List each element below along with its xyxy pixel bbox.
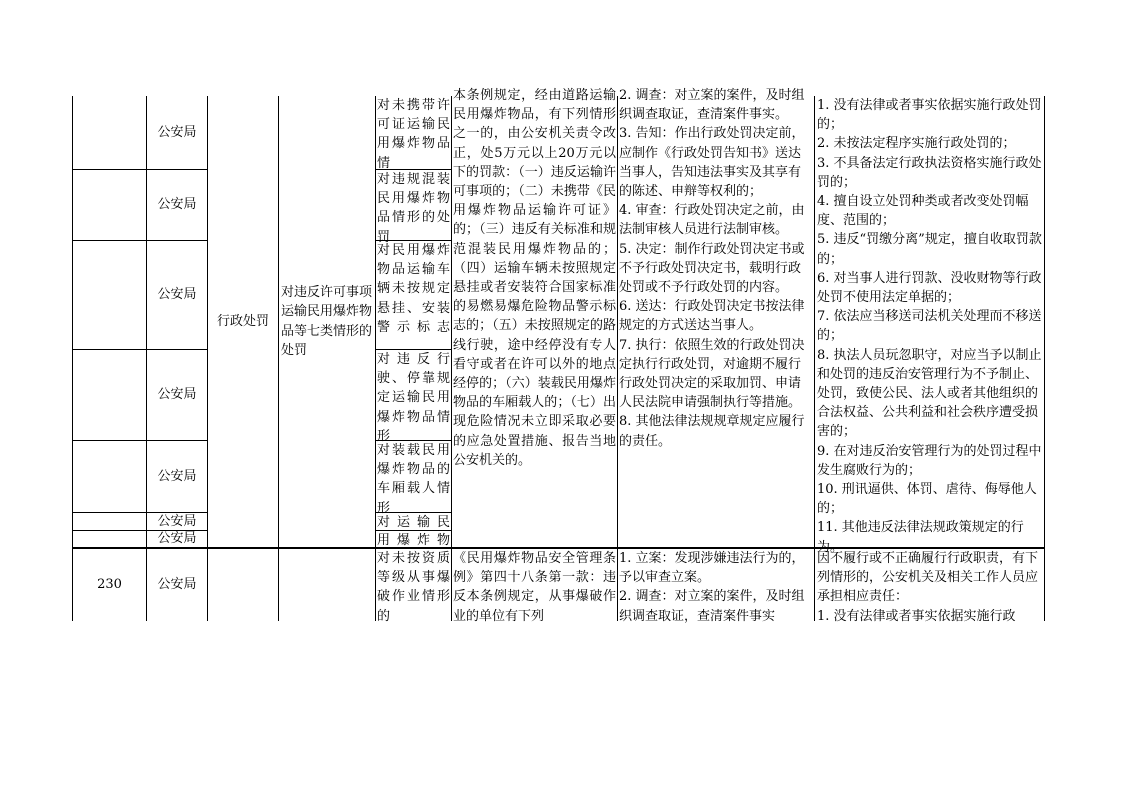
liability-item: 7. 依法应当移送司法机关处理而不移送的； [817,309,1042,344]
process-step: 3. 告知：作出行政处罚决定前，应制作《行政处罚告知书》送达当事人，告知违法事实及其享有的陈述、申辩等权利的； [619,126,805,200]
sub-item-cell: 对民用爆炸物品运输车辆未按规定悬挂、安装警示标志 [377,243,450,335]
legal-basis-cell: 本条例规定，经由道路运输民用爆炸物品，有下列情形之一的，由公安机关责令改正，处5万元以上20万元以下的罚款：（一）违反运输许可事项的；（二）未携带《民用爆炸物品运输许可证》的；（三）违反有关标准和规范混装民用爆炸物品的；（四）运输车辆未按照规定悬挂或者安装符合国家标准的易燃易爆危险物品警示标志的；（五）未按照规定的路线行驶，途中经停没有专人看守或者在许可以外的地点经停的；（六）装载民用爆炸物品的车厢载人的；（七）出现危险情况未立即采取必要的应急处置措施、报告当地公安机关的。 [453,88,616,468]
dept-cell: 公安局 [157,577,197,593]
sub-item-cell: 对未按资质等级从事爆破作业情形的 [377,551,450,624]
liability-item: 1. 没有法律或者事实依据实施行政处罚的； [817,98,1042,133]
process-cell [619,86,813,547]
liability-item: 4. 擅自设立处罚种类或者改变处罚幅度、范围的； [817,194,1029,229]
process-step: 2. 调查：对立案的案件，及时组织调查取证，查清案件事实 [619,589,805,624]
dept-cell: 公安局 [157,468,197,484]
penalty-type-cell: 行政处罚 [216,313,269,329]
liability-item: 6. 对当事人进行罚款、没收财物等行政处罚不使用法定单据的； [817,270,1042,306]
item-name-cell: 对违反许可事项运输民用爆炸物品等七类情形的处罚 [281,285,373,358]
liability-item: 3. 不具备法定行政执法资格实施行政处罚的； [817,155,1042,190]
process-step: 5. 决定：制作行政处罚决定书或不予行政处罚决定书，载明行政处罚或不予行政处罚的内容。 [619,241,805,296]
grid-line [451,96,452,621]
dept-cell: 公安局 [157,531,197,547]
dept-cell: 公安局 [157,513,197,529]
sub-item-cell: 对运输民 [377,515,450,530]
sub-item-cell: 对违反行驶、停靠规定运输民用爆炸物品情形 [377,352,450,444]
legal-basis-cell: 《民用爆炸物品安全管理条例》第四十八条第一款：违反本条例规定，从事爆破作业的单位有下列 [453,551,616,624]
sub-item-cell: 对违规混装民用爆炸物品情形的处罚 [377,172,450,245]
sub-item-cell: 对装载民用爆炸物品的车厢载人情形 [377,443,450,516]
grid-line [617,96,618,621]
process-step: 4. 审查：行政处罚决定之前，由法制审核人员进行法制审核。 [619,203,805,238]
grid-line [1044,96,1045,621]
liability-item: 10. 刑讯逼供、体罚、虐待、侮辱他人的； [817,482,1037,517]
liability-cell [817,549,1043,624]
process-step: 6. 送达：行政处罚决定书按法律规定的方式送达当事人。 [619,299,805,334]
dept-cell: 公安局 [157,387,197,403]
liability-cell [817,96,1043,555]
grid-line [278,96,279,621]
process-step: 8. 其他法律法规规章规定应履行的责任。 [619,414,805,449]
process-cell [619,549,813,624]
grid-line [814,96,815,621]
sub-item-cell: 用爆炸物 [377,533,450,548]
liability-item: 2. 未按法定程序实施行政处罚的； [817,136,1016,152]
sequence-number-cell: 230 [97,577,122,593]
grid-line [72,96,73,621]
liability-item: 9. 在对违反治安管理行为的处罚过程中发生腐败行为的； [817,443,1042,478]
liability-item: 5. 违反“罚缴分离”规定，擅自收取罚款的； [817,232,1042,267]
liability-item: 11. 其他违反法律法规政策规定的行为。 [817,520,1024,555]
process-step: 2. 调查：对立案的案件，及时组织调查取证，查清案件事实。 [619,88,805,123]
process-step: 1. 立案：发现涉嫌违法行为的，予以审查立案。 [619,551,805,586]
dept-cell: 公安局 [157,197,197,213]
dept-cell: 公安局 [157,287,197,303]
sub-item-cell: 对未携带许可证运输民用爆炸物品情 [377,98,450,171]
process-step: 7. 执行：依照生效的行政处罚决定执行行政处罚，对逾期不履行行政处罚决定的采取加罚、申请人民法院申请强制执行等措施。 [619,337,805,411]
liability-item: 因不履行或不正确履行行政职责，有下列情形的，公安机关及相关工作人员应承担相应责任： [817,551,1039,605]
liability-item: 1. 没有法律或者事实依据实施行政 [817,608,1016,624]
liability-item: 8. 执法人员玩忽职守，对应当予以制止和处罚的违反治安管理行为不予制止、处罚，致使公民、法人或者其他组织的合法权益、公共利益和社会秩序遭受损害的； [817,347,1042,440]
dept-cell: 公安局 [157,124,197,140]
grid-line [375,96,376,621]
